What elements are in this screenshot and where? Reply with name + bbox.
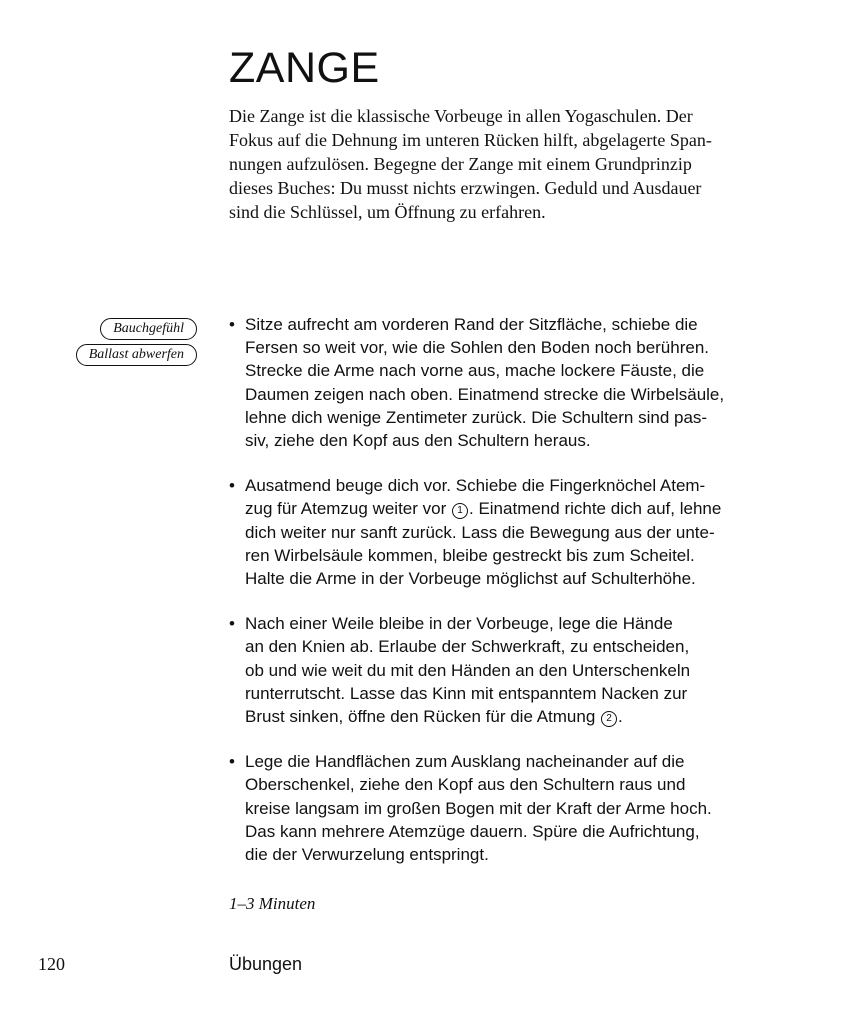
- step-line-text: zug für Atemzug weiter vor: [245, 499, 447, 519]
- step-line: dich weiter nur sanft zurück. Lass die Bewegung aus der unte-: [245, 522, 715, 542]
- step-line-text: .: [618, 707, 623, 727]
- intro-line: Fokus auf die Dehnung im unteren Rücken hilft, abgelagerte Span-: [229, 130, 712, 150]
- page-title: ZANGE: [229, 44, 380, 92]
- step-line: kreise langsam im großen Bogen mit der Kraft der Arme hoch.: [245, 798, 712, 818]
- step-line: Halte die Arme in der Vorbeuge möglichst auf Schulterhöhe.: [245, 569, 696, 589]
- step-line-text: . Einatmend richte dich auf, lehne: [469, 499, 722, 519]
- intro-line: Die Zange ist die klassische Vorbeuge in allen Yogaschulen. Der: [229, 106, 693, 126]
- step-line: Das kann mehrere Atemzüge dauern. Spüre die Aufrichtung,: [245, 821, 700, 841]
- step-line: Fersen so weit vor, wie die Sohlen den Boden noch berühren.: [245, 338, 710, 358]
- tag-bauchgefuehl: Bauchgefühl: [100, 318, 197, 340]
- tag-list: [62, 318, 197, 366]
- page-number: 120: [38, 954, 65, 974]
- step-line: • Ausatmend beuge dich vor. Schiebe die Fingerknöchel Atem-: [245, 476, 706, 496]
- instruction-step-1: [229, 313, 789, 452]
- step-line: runterrutscht. Lasse das Kinn mit entspanntem Nacken zur: [245, 683, 688, 703]
- step-line: siv, ziehe den Kopf aus den Schultern heraus.: [245, 431, 591, 451]
- figure-ref-2: 2: [601, 711, 617, 727]
- step-line: • Lege die Handflächen zum Ausklang nacheinander auf die: [245, 752, 685, 772]
- step-line: lehne dich wenige Zentimeter zurück. Die Schultern sind pas-: [245, 407, 708, 427]
- instruction-step-4: [229, 750, 789, 866]
- step-line: Oberschenkel, ziehe den Kopf aus den Schultern raus und: [245, 775, 686, 795]
- step-line: [245, 705, 789, 728]
- intro-line: nungen aufzulösen. Begegne der Zange mit einem Grundprinzip: [229, 154, 692, 174]
- step-line: ren Wirbelsäule kommen, bleibe gestreckt bis zum Scheitel.: [245, 545, 695, 565]
- step-line: an den Knien ab. Erlaube der Schwerkraft, zu entscheiden,: [245, 637, 690, 657]
- step-line-text: Brust sinken, öffne den Rücken für die Atmung: [245, 707, 596, 727]
- step-line: • Nach einer Weile bleibe in der Vorbeuge, lege die Hände: [245, 614, 673, 634]
- intro-line: dieses Buches: Du musst nichts erzwingen. Geduld und Ausdauer: [229, 178, 702, 198]
- step-line: [245, 497, 789, 520]
- figure-ref-1: 1: [452, 503, 468, 519]
- step-line: Daumen zeigen nach oben. Einatmend strecke die Wirbelsäule,: [245, 384, 725, 404]
- running-footer-section: Übungen: [229, 954, 303, 974]
- intro-line: sind die Schlüssel, um Öffnung zu erfahren.: [229, 202, 546, 222]
- step-line: Strecke die Arme nach vorne aus, mache lockere Fäuste, die: [245, 361, 705, 381]
- instruction-step-2: [229, 474, 789, 590]
- instruction-step-3: [229, 612, 789, 728]
- step-line: ob und wie weit du mit den Händen an den Unterschenkeln: [245, 660, 691, 680]
- step-line: • Sitze aufrecht am vorderen Rand der Sitzfläche, schiebe die: [245, 315, 698, 334]
- intro-paragraph: [229, 104, 749, 224]
- tag-ballast-abwerfen: Ballast abwerfen: [76, 344, 197, 366]
- duration-note: 1–3 Minuten: [229, 894, 316, 913]
- step-line: die der Verwurzelung entspringt.: [245, 845, 489, 865]
- instruction-list: [229, 313, 789, 888]
